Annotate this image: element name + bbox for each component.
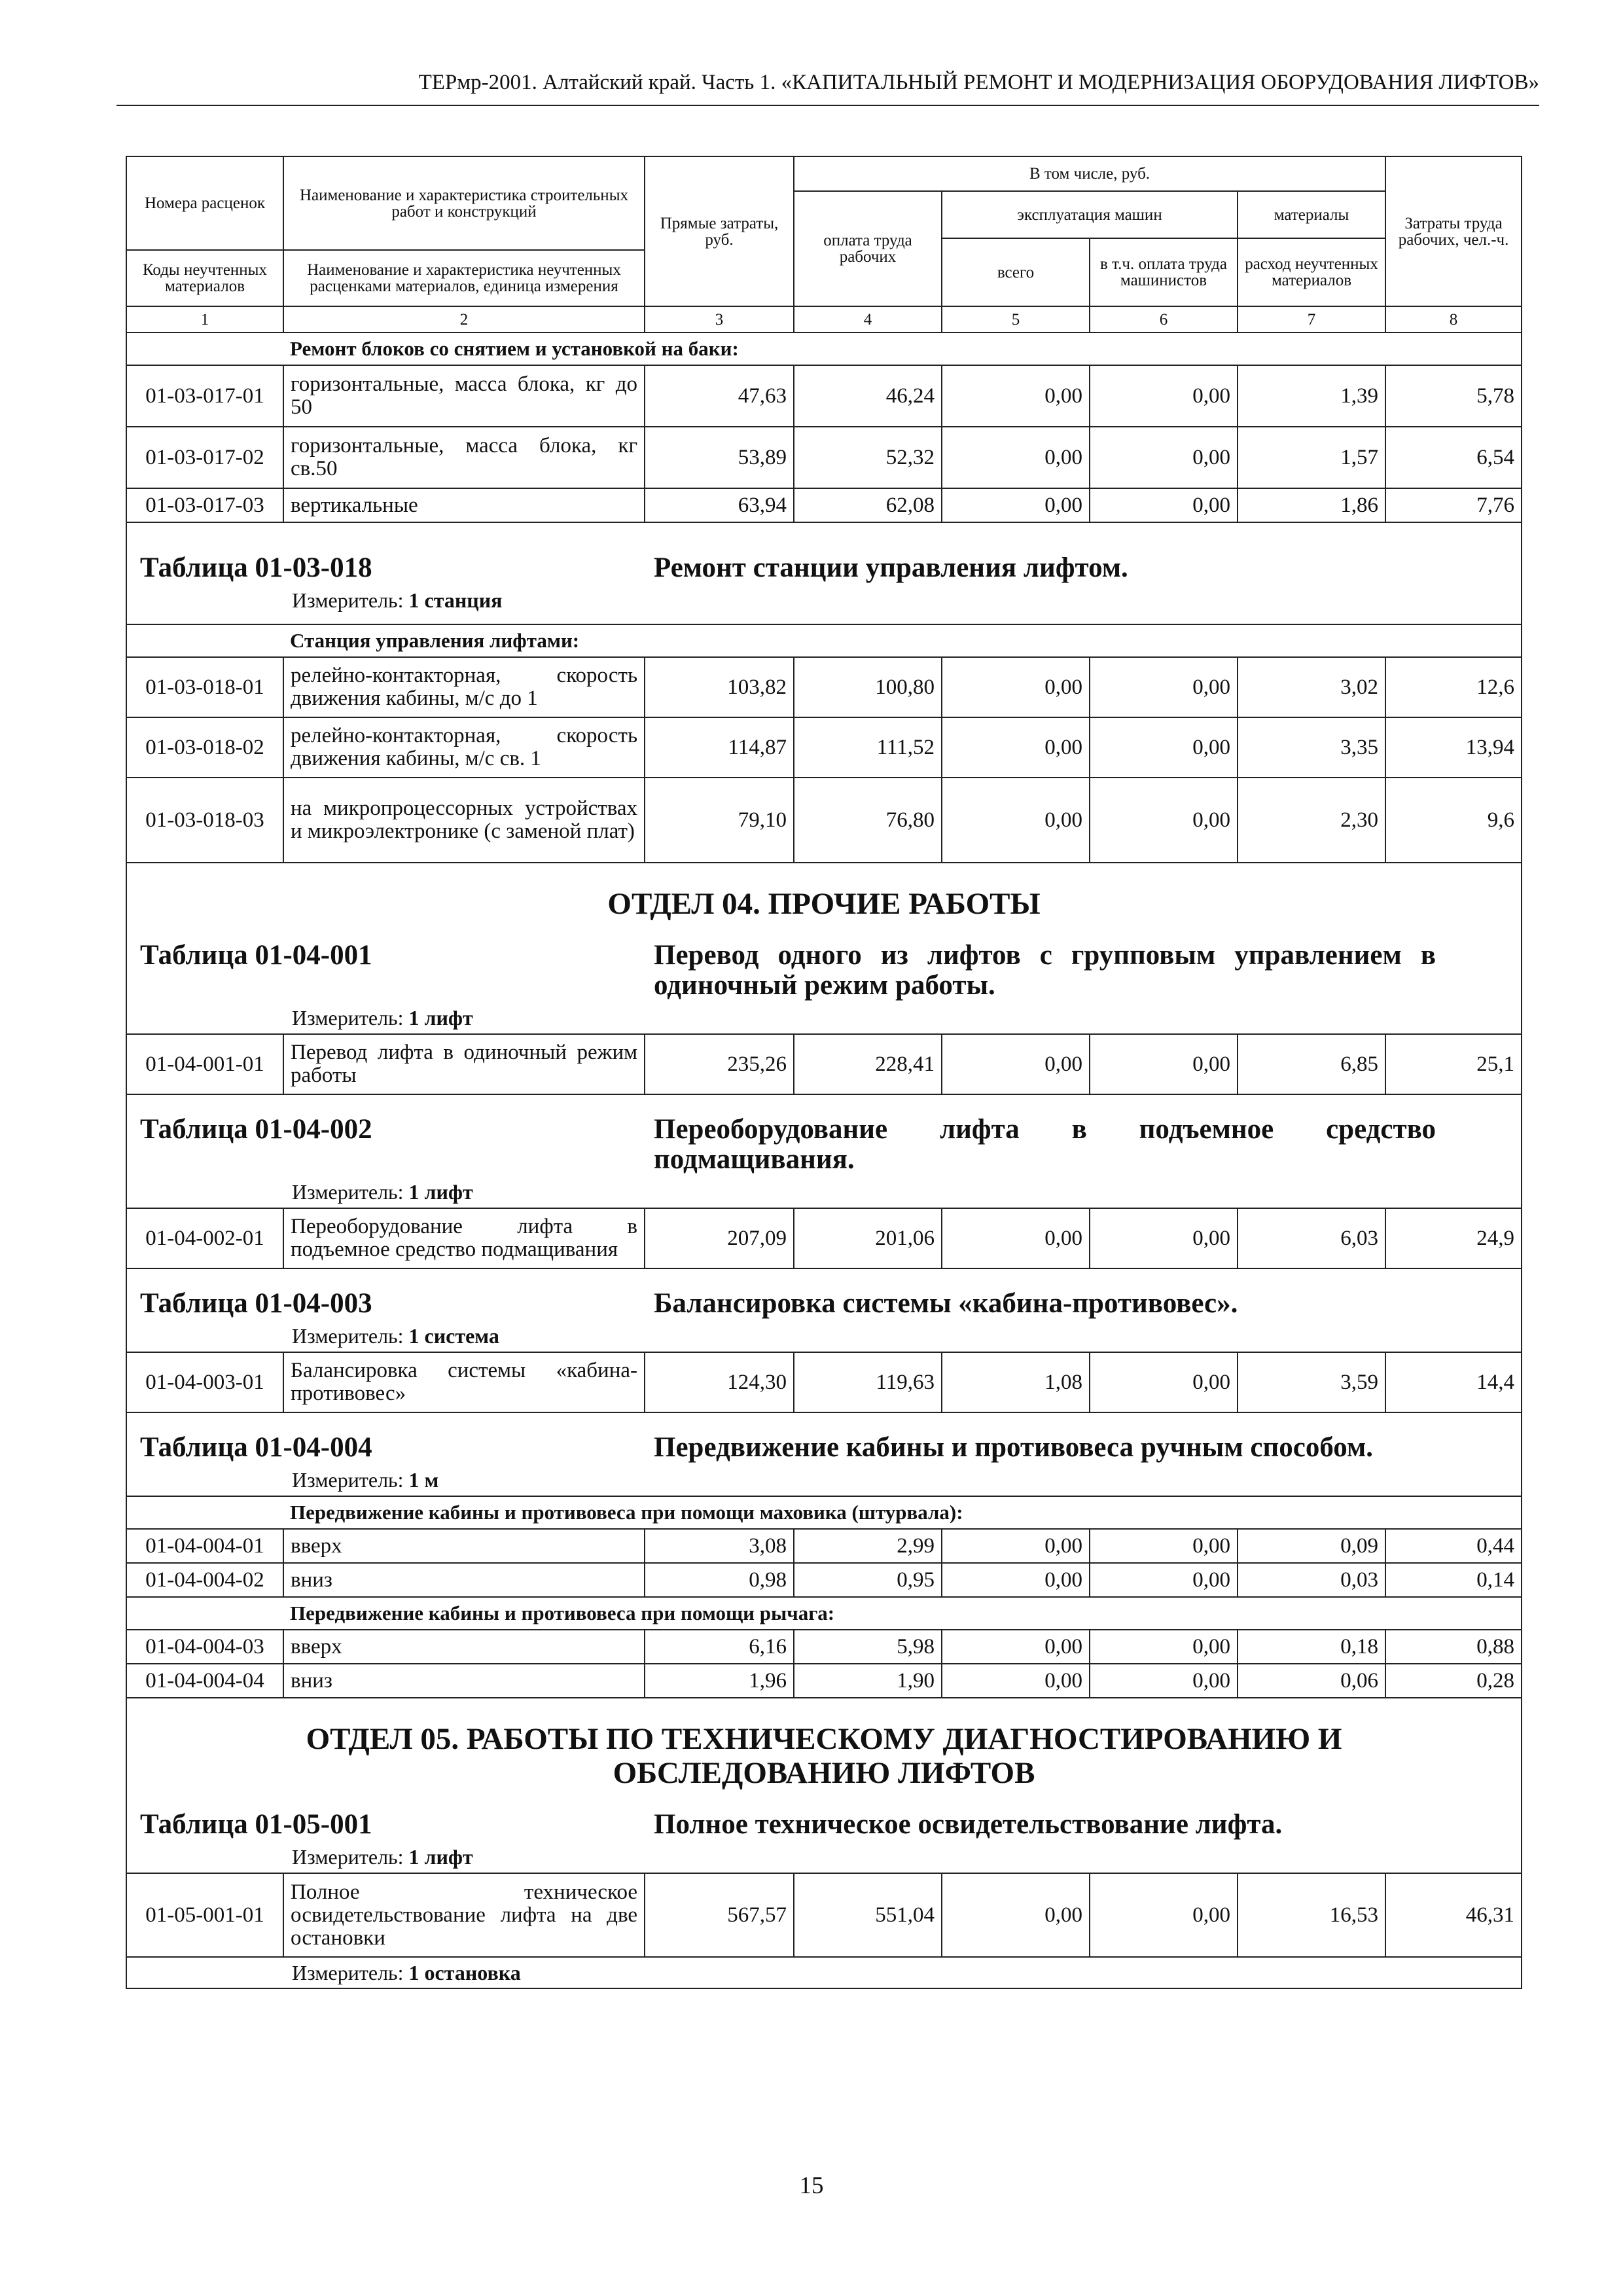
row-c3: 3,08 — [645, 1529, 794, 1563]
row-code: 01-03-018-02 — [126, 717, 283, 778]
row-code: 01-04-001-01 — [126, 1034, 283, 1094]
running-header: ТЕРмр-2001. Алтайский край. Часть 1. «КАПИТАЛЬНЫЙ РЕМОНТ И МОДЕРНИЗАЦИЯ ОБОРУДОВАНИЯ ЛИФТОВ» — [418, 71, 1539, 94]
col-header-c2-bottom: Наименование и характеристика неучтенных расценками материалов, единица измерения — [283, 250, 645, 306]
row-name: релейно-контакторная, скорость движения кабины, м/с св. 1 — [283, 717, 645, 778]
row-code: 01-04-004-03 — [126, 1630, 283, 1664]
row-c5: 0,00 — [942, 1630, 1090, 1664]
row-code: 01-03-017-01 — [126, 365, 283, 427]
table-block-01-04-003 — [126, 1268, 1522, 1352]
row-c6: 0,00 — [1090, 1630, 1238, 1664]
meter-unit: 1 система — [408, 1324, 499, 1348]
row-c8: 0,28 — [1385, 1664, 1522, 1698]
row-c4: 1,90 — [794, 1664, 942, 1698]
col-header-c7: расход неучтенных материалов — [1238, 238, 1385, 306]
col-header-c2-top: Наименование и характеристика строительных работ и конструкций — [283, 156, 645, 250]
group-spacer — [126, 624, 283, 657]
row-name: вниз — [283, 1664, 645, 1698]
group-spacer — [126, 1496, 283, 1529]
row-c7: 3,35 — [1238, 717, 1385, 778]
row-code: 01-04-004-02 — [126, 1563, 283, 1597]
col-header-incl: В том числе, руб. — [794, 156, 1385, 191]
meter-label: Измеритель: — [292, 1961, 404, 1984]
final-meter-cell — [126, 1957, 1522, 1988]
row-name: Переоборудование лифта в подъемное средство подмащивания — [283, 1208, 645, 1268]
row-name: вниз — [283, 1563, 645, 1597]
row-c5: 0,00 — [942, 1873, 1090, 1957]
row-c6: 0,00 — [1090, 488, 1238, 522]
col-header-machines: эксплуатация машин — [942, 191, 1238, 238]
row-c8: 0,88 — [1385, 1630, 1522, 1664]
row-c7: 6,03 — [1238, 1208, 1385, 1268]
row-c5: 0,00 — [942, 488, 1090, 522]
row-c5: 1,08 — [942, 1352, 1090, 1412]
row-c6: 0,00 — [1090, 1352, 1238, 1412]
table-title: Ремонт станции управления лифтом. — [654, 552, 1128, 583]
meter-unit: 1 м — [408, 1468, 439, 1492]
row-name: вверх — [283, 1529, 645, 1563]
row-code: 01-04-004-04 — [126, 1664, 283, 1698]
meter-label: Измеритель: — [292, 1324, 404, 1348]
row-code: 01-03-017-02 — [126, 427, 283, 488]
row-c3: 53,89 — [645, 427, 794, 488]
row-c4: 111,52 — [794, 717, 942, 778]
row-c3: 235,26 — [645, 1034, 794, 1094]
table-title: Передвижение кабины и противовеса ручным способом. — [654, 1432, 1373, 1463]
section-heading: ОТДЕЛ 04. ПРОЧИЕ РАБОТЫ — [607, 887, 1041, 921]
row-c3: 0,98 — [645, 1563, 794, 1597]
row-c8: 7,76 — [1385, 488, 1522, 522]
row-c4: 228,41 — [794, 1034, 942, 1094]
meter-label: Измеритель: — [292, 1006, 404, 1030]
col-num-6: 6 — [1090, 306, 1238, 332]
price-table — [126, 156, 1522, 1989]
row-name: на микропроцессорных устройствах и микроэлектронике (с заменой плат) — [283, 778, 645, 863]
row-c4: 2,99 — [794, 1529, 942, 1563]
row-name: Балансировка системы «кабина-противовес» — [283, 1352, 645, 1412]
row-c4: 5,98 — [794, 1630, 942, 1664]
col-num-3: 3 — [645, 306, 794, 332]
row-c3: 207,09 — [645, 1208, 794, 1268]
row-c6: 0,00 — [1090, 1873, 1238, 1957]
col-header-c1-top: Номера расценок — [126, 156, 283, 250]
row-c4: 52,32 — [794, 427, 942, 488]
row-c7: 3,02 — [1238, 657, 1385, 717]
table-title: Балансировка системы «кабина-противовес». — [654, 1288, 1238, 1319]
row-code: 01-04-003-01 — [126, 1352, 283, 1412]
meter-label: Измеритель: — [292, 1845, 404, 1869]
row-c4: 201,06 — [794, 1208, 942, 1268]
meter-label: Измеритель: — [292, 588, 404, 612]
row-c7: 2,30 — [1238, 778, 1385, 863]
meter-line — [134, 1961, 1514, 1984]
row-c5: 0,00 — [942, 717, 1090, 778]
col-header-c1-bottom: Коды неучтенных материалов — [126, 250, 283, 306]
row-c4: 100,80 — [794, 657, 942, 717]
row-c6: 0,00 — [1090, 365, 1238, 427]
row-name: релейно-контакторная, скорость движения кабины, м/с до 1 — [283, 657, 645, 717]
table-label: Таблица 01-03-018 — [140, 552, 372, 583]
row-c8: 0,44 — [1385, 1529, 1522, 1563]
row-c4: 0,95 — [794, 1563, 942, 1597]
col-num-8: 8 — [1385, 306, 1522, 332]
table-title: Переоборудование лифта в подъемное средство подмащивания. — [654, 1114, 1436, 1175]
row-c7: 6,85 — [1238, 1034, 1385, 1094]
meter-line — [134, 588, 1514, 612]
row-c4: 119,63 — [794, 1352, 942, 1412]
meter-label: Измеритель: — [292, 1468, 404, 1492]
col-header-materials: материалы — [1238, 191, 1385, 238]
row-c6: 0,00 — [1090, 427, 1238, 488]
col-header-c4: оплата труда рабочих — [794, 191, 942, 306]
page-number: 15 — [799, 2172, 824, 2199]
table-title: Полное техническое освидетельствование лифта. — [654, 1809, 1283, 1840]
table-block-01-04-002 — [126, 1094, 1522, 1208]
row-c3: 124,30 — [645, 1352, 794, 1412]
group-heading: Передвижение кабины и противовеса при помощи рычага: — [283, 1597, 1522, 1630]
row-code: 01-04-002-01 — [126, 1208, 283, 1268]
row-c3: 47,63 — [645, 365, 794, 427]
col-header-c3: Прямые затраты, руб. — [645, 156, 794, 306]
col-header-c5: всего — [942, 238, 1090, 306]
row-c5: 0,00 — [942, 427, 1090, 488]
row-c5: 0,00 — [942, 1529, 1090, 1563]
row-c7: 0,09 — [1238, 1529, 1385, 1563]
row-c7: 1,86 — [1238, 488, 1385, 522]
row-c8: 13,94 — [1385, 717, 1522, 778]
row-c6: 0,00 — [1090, 1208, 1238, 1268]
row-c3: 63,94 — [645, 488, 794, 522]
meter-unit: 1 лифт — [408, 1006, 473, 1030]
row-c7: 16,53 — [1238, 1873, 1385, 1957]
row-c6: 0,00 — [1090, 778, 1238, 863]
row-c7: 1,57 — [1238, 427, 1385, 488]
row-c5: 0,00 — [942, 778, 1090, 863]
row-code: 01-03-018-03 — [126, 778, 283, 863]
row-c6: 0,00 — [1090, 657, 1238, 717]
row-c3: 1,96 — [645, 1664, 794, 1698]
row-name: вверх — [283, 1630, 645, 1664]
col-num-5: 5 — [942, 306, 1090, 332]
col-num-4: 4 — [794, 306, 942, 332]
col-num-2: 2 — [283, 306, 645, 332]
row-c8: 14,4 — [1385, 1352, 1522, 1412]
table-label: Таблица 01-04-002 — [140, 1114, 372, 1145]
row-name: горизонтальные, масса блока, кг св.50 — [283, 427, 645, 488]
col-num-7: 7 — [1238, 306, 1385, 332]
table-label: Таблица 01-04-003 — [140, 1288, 372, 1319]
row-c5: 0,00 — [942, 1664, 1090, 1698]
meter-unit: 1 лифт — [408, 1845, 473, 1869]
row-name: вертикальные — [283, 488, 645, 522]
group-spacer — [126, 1597, 283, 1630]
row-c3: 114,87 — [645, 717, 794, 778]
header-rule — [116, 105, 1539, 106]
section-05-block — [126, 1698, 1522, 1873]
row-c6: 0,00 — [1090, 1034, 1238, 1094]
row-c6: 0,00 — [1090, 1664, 1238, 1698]
table-block-01-03-018 — [126, 522, 1522, 624]
meter-line — [134, 1006, 1514, 1030]
group-heading: Передвижение кабины и противовеса при помощи маховика (штурвала): — [283, 1496, 1522, 1529]
meter-line — [134, 1324, 1514, 1348]
table-label: Таблица 01-05-001 — [140, 1809, 372, 1840]
row-code: 01-04-004-01 — [126, 1529, 283, 1563]
col-header-c8: Затраты труда рабочих, чел.-ч. — [1385, 156, 1522, 306]
row-code: 01-03-018-01 — [126, 657, 283, 717]
row-c8: 5,78 — [1385, 365, 1522, 427]
row-code: 01-05-001-01 — [126, 1873, 283, 1957]
meter-unit: 1 остановка — [408, 1961, 521, 1984]
row-c3: 79,10 — [645, 778, 794, 863]
row-name: Полное техническое освидетельствование лифта на две остановки — [283, 1873, 645, 1957]
table-title: Перевод одного из лифтов с групповым управлением в одиночный режим работы. — [654, 940, 1436, 1001]
meter-line — [134, 1468, 1514, 1492]
row-code: 01-03-017-03 — [126, 488, 283, 522]
row-c3: 103,82 — [645, 657, 794, 717]
col-header-c6: в т.ч. оплата труда машинистов — [1090, 238, 1238, 306]
row-name: горизонтальные, масса блока, кг до 50 — [283, 365, 645, 427]
row-c7: 0,18 — [1238, 1630, 1385, 1664]
row-c8: 6,54 — [1385, 427, 1522, 488]
row-c5: 0,00 — [942, 1208, 1090, 1268]
row-c6: 0,00 — [1090, 1563, 1238, 1597]
row-c8: 12,6 — [1385, 657, 1522, 717]
section-04-block — [126, 863, 1522, 1034]
row-c7: 0,06 — [1238, 1664, 1385, 1698]
col-num-1: 1 — [126, 306, 283, 332]
row-c7: 3,59 — [1238, 1352, 1385, 1412]
row-c5: 0,00 — [942, 1563, 1090, 1597]
row-c5: 0,00 — [942, 657, 1090, 717]
meter-label: Измеритель: — [292, 1180, 404, 1204]
row-c5: 0,00 — [942, 365, 1090, 427]
meter-unit: 1 лифт — [408, 1180, 473, 1204]
row-c6: 0,00 — [1090, 1529, 1238, 1563]
section-heading: ОТДЕЛ 05. РАБОТЫ ПО ТЕХНИЧЕСКОМУ ДИАГНОСТИРОВАНИЮ И ОБСЛЕДОВАНИЮ ЛИФТОВ — [306, 1722, 1342, 1790]
row-c8: 46,31 — [1385, 1873, 1522, 1957]
group-heading: Станция управления лифтами: — [283, 624, 1522, 657]
meter-line — [134, 1180, 1514, 1204]
row-c4: 551,04 — [794, 1873, 942, 1957]
row-c5: 0,00 — [942, 1034, 1090, 1094]
row-c4: 46,24 — [794, 365, 942, 427]
row-c7: 0,03 — [1238, 1563, 1385, 1597]
table-label: Таблица 01-04-004 — [140, 1432, 372, 1463]
row-c3: 6,16 — [645, 1630, 794, 1664]
meter-line — [134, 1845, 1514, 1869]
meter-unit: 1 станция — [408, 588, 503, 612]
group-spacer — [126, 332, 283, 365]
row-name: Перевод лифта в одиночный режим работы — [283, 1034, 645, 1094]
row-c4: 76,80 — [794, 778, 942, 863]
row-c8: 9,6 — [1385, 778, 1522, 863]
table-label: Таблица 01-04-001 — [140, 940, 372, 971]
group-heading: Ремонт блоков со снятием и установкой на баки: — [283, 332, 1522, 365]
row-c6: 0,00 — [1090, 717, 1238, 778]
row-c4: 62,08 — [794, 488, 942, 522]
row-c8: 25,1 — [1385, 1034, 1522, 1094]
row-c8: 0,14 — [1385, 1563, 1522, 1597]
row-c8: 24,9 — [1385, 1208, 1522, 1268]
table-block-01-04-004 — [126, 1412, 1522, 1496]
row-c7: 1,39 — [1238, 365, 1385, 427]
row-c3: 567,57 — [645, 1873, 794, 1957]
